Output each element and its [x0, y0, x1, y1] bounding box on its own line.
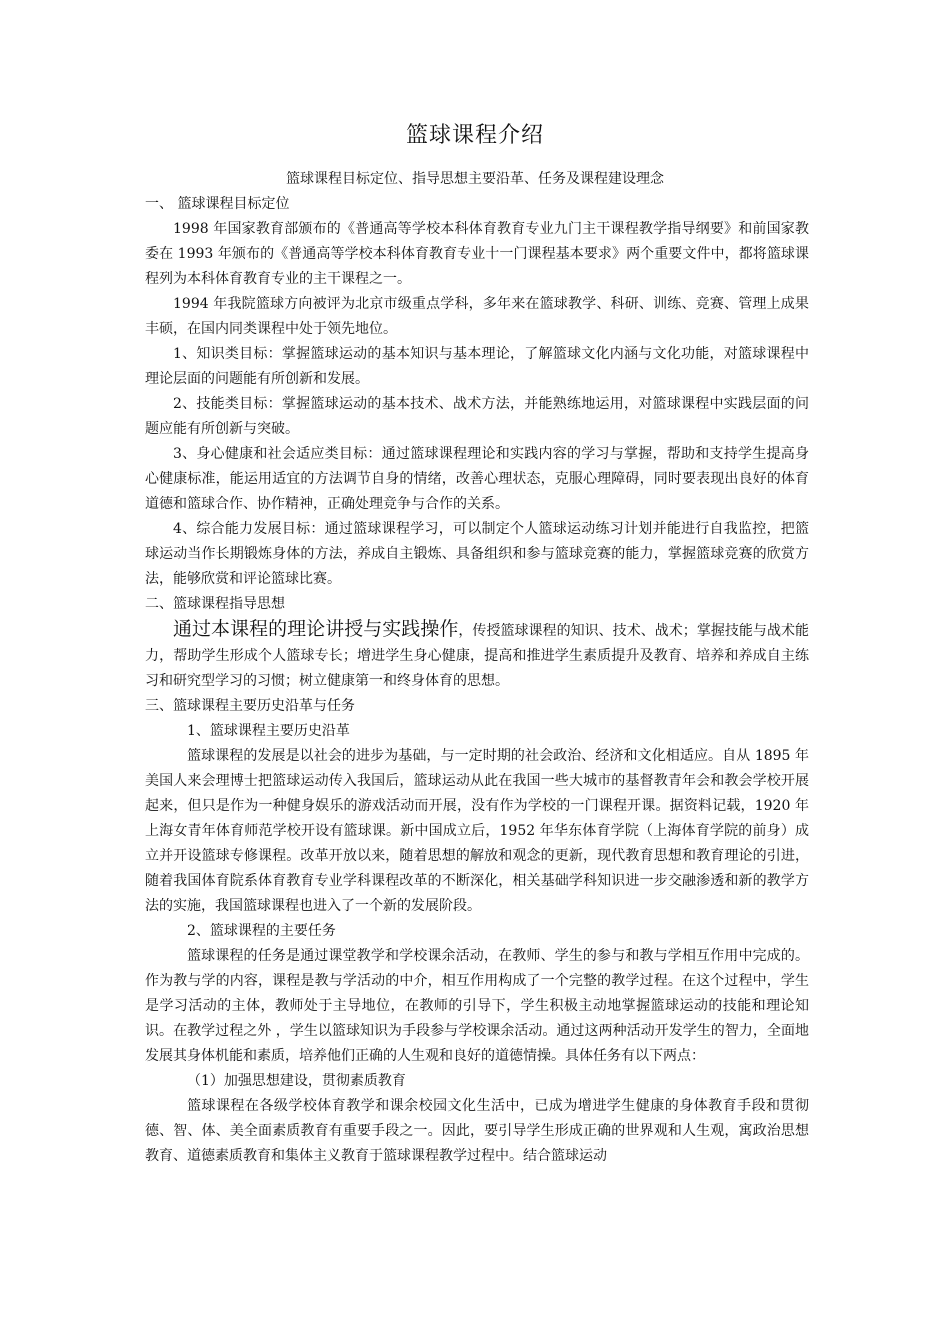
paragraph-sec2: [145, 617, 809, 694]
paragraph-sec1-1: 1998 年国家教育部颁布的《普通高等学校本科体育教育专业九门主干课程教学指导纲要》和前国家教委在 1993 年颁布的《普通高等学校本科体育教育专业十一门课程基本要求》两个重要文件中，都将篮球课程列为本科体育教育专业的主干课程之一。: [145, 221, 809, 287]
subheading-tasks: 2、篮球课程的主要任务: [187, 923, 336, 939]
document-subtitle: 篮球课程目标定位、指导思想主要沿革、任务及课程建设理念: [286, 171, 664, 187]
section-heading-2: 二、篮球课程指导思想: [145, 596, 285, 612]
subheading-history: 1、篮球课程主要历史沿革: [187, 723, 350, 739]
goal-knowledge: 1、知识类目标：掌握篮球运动的基本知识与基本理论，了解篮球文化内涵与文化功能，对篮球课程中理论层面的问题能有所创新和发展。: [145, 346, 809, 387]
paragraph-history: 篮球课程的发展是以社会的进步为基础，与一定时期的社会政治、经济和文化相适应。自从 1895 年美国人来会理博士把篮球运动传入我国后，篮球运动从此在我国一些大城市的基督教青年会和教会学校开展起来，但只是作为一种健身娱乐的游戏活动而开展，没有作为学校的一门课程开课。据资料记载，1920 年上海女青年体育师范学校开设有篮球课。新中国成立后，1952 年华东体育学院（上海体育学院的前身）成立并开设篮球专修课程。改革开放以来，随着思想的解放和观念的更新，现代教育思想和教育理论的引进，随着我国体育院系体育教育专业学科课程改革的不断深化，相关基础学科知识进一步交融渗透和新的教学方法的实施，我国篮球课程也进入了一个新的发展阶段。: [145, 748, 809, 914]
paragraph-sec2-rest: ，传授篮球课程的知识、技术、战术；掌握技能与战术能力，帮助学生形成个人篮球专长；增进学生身心健康，提高和推进学生素质提升及教育、培养和养成自主练习和研究型学习的习惯；树立健康第一和终身体育的思想。: [145, 623, 809, 689]
section-heading-3: 三、篮球课程主要历史沿革与任务: [145, 698, 355, 714]
section-heading-1: 一、 篮球课程目标定位: [145, 196, 290, 212]
paragraph-sec1-2: 1994 年我院篮球方向被评为北京市级重点学科，多年来在篮球教学、科研、训练、竞赛、管理上成果丰硕，在国内同类课程中处于领先地位。: [145, 296, 809, 337]
paragraph-tasks: 篮球课程的任务是通过课堂教学和学校课余活动，在教师、学生的参与和教与学相互作用中完成的。作为教与学的内容，课程是教与学活动的中介，相互作用构成了一个完整的教学过程。在这个过程中，学生是学习活动的主体，教师处于主导地位，在教师的引导下，学生积极主动地掌握篮球运动的技能和理论知识。在教学过程之外 ，学生以篮球知识为手段参与学校课余活动。通过这两种活动开发学生的智力，全面地发展其身体机能和素质，培养他们正确的人生观和良好的道德情操。具体任务有以下两点：: [145, 948, 809, 1064]
goal-health: 3、身心健康和社会适应类目标：通过篮球课程理论和实践内容的学习与掌握，帮助和支持学生提高身心健康标准，能运用适宜的方法调节自身的情绪，改善心理状态，克服心理障碍，同时要表现出良好的体育道德和篮球合作、协作精神，正确处理竞争与合作的关系。: [145, 446, 809, 512]
document-body: [145, 192, 809, 1169]
document-title: 篮球课程介绍: [405, 123, 544, 148]
goal-ability: 4、综合能力发展目标：通过篮球课程学习，可以制定个人篮球运动练习计划并能进行自我监控，把篮球运动当作长期锻炼身体的方法，养成自主锻炼、具备组织和参与篮球竞赛的能力，掌握篮球竞赛的欣赏方法，能够欣赏和评论篮球比赛。: [145, 521, 809, 587]
paragraph-item-1: 篮球课程在各级学校体育教学和课余校园文化生活中，已成为增进学生健康的身体教育手段和贯彻德、智、体、美全面素质教育有重要手段之一。因此，要引导学生形成正确的世界观和人生观，寓政治思想教育、道德素质教育和集体主义教育于篮球课程教学过程中。结合篮球运动: [145, 1098, 809, 1164]
subheading-item-1: （1）加强思想建设，贯彻素质教育: [187, 1073, 406, 1089]
paragraph-sec2-lead: 通过本课程的理论讲授与实践操作: [173, 618, 459, 640]
goal-skill: 2、技能类目标：掌握篮球运动的基本技术、战术方法，并能熟练地运用，对篮球课程中实践层面的问题应能有所创新与突破。: [145, 396, 809, 437]
